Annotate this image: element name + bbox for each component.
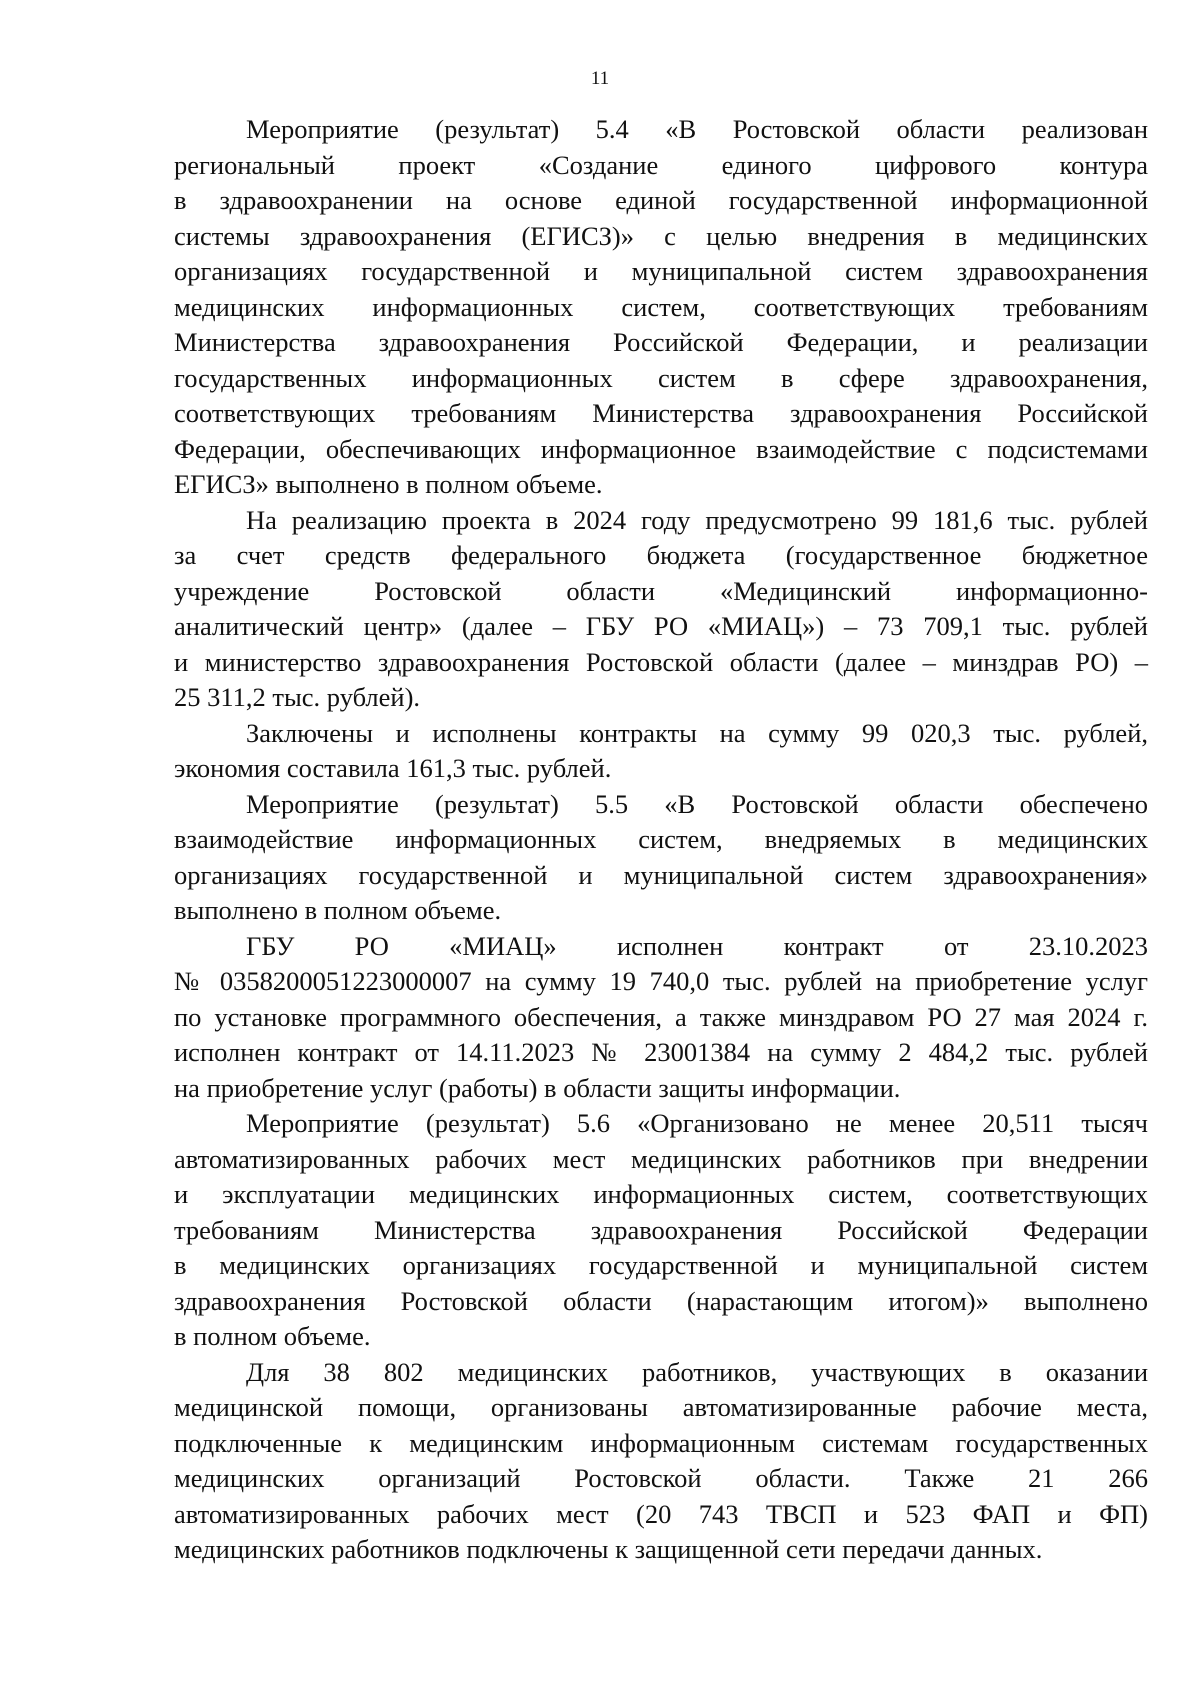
text-line: учреждение Ростовской области «Медицинский информационно- xyxy=(174,575,1148,606)
text-line: экономия составила 161,3 тыс. рублей. xyxy=(174,753,612,783)
paragraph xyxy=(174,1355,1148,1568)
text-line: исполнен контракт от 14.11.2023 № 23001384 на сумму 2 484,2 тыс. рублей xyxy=(174,1037,1148,1067)
text-line: Для 38 802 медицинских работников, участвующих в оказании xyxy=(246,1356,1148,1387)
text-line: системы здравоохранения (ЕГИСЗ)» с целью внедрения в медицинских xyxy=(174,220,1148,251)
paragraph xyxy=(174,503,1148,716)
paragraph xyxy=(174,112,1148,503)
text-line: и министерство здравоохранения Ростовской области (далее – минздрав РО) – xyxy=(174,646,1148,677)
text-line: Министерства здравоохранения Российской Федерации, и реализации xyxy=(174,327,1148,357)
text-line: ГБУ РО «МИАЦ» исполнен контракт от 23.10.2023 xyxy=(246,930,1148,961)
text-line: Федерации, обеспечивающих информационное взаимодействие с подсистемами xyxy=(174,433,1148,464)
paragraph xyxy=(174,716,1148,787)
text-line: автоматизированных рабочих мест медицинских работников при внедрении xyxy=(174,1143,1148,1174)
text-line: аналитический центр» (далее – ГБУ РО «МИАЦ») – 73 709,1 тыс. рублей xyxy=(174,611,1148,641)
text-line: Мероприятие (результат) 5.5 «В Ростовской области обеспечено xyxy=(246,788,1148,819)
text-line: медицинской помощи, организованы автоматизированные рабочие места, xyxy=(174,1392,1148,1422)
text-line: медицинских работников подключены к защищенной сети передачи данных. xyxy=(174,1534,1043,1564)
text-line: в медицинских организациях государственной и муниципальной систем xyxy=(174,1250,1148,1280)
text-line: региональный проект «Создание единого цифрового контура xyxy=(174,149,1148,180)
text-line: Заключены и исполнены контракты на сумму 99 020,3 тыс. рублей, xyxy=(246,717,1148,748)
text-line: взаимодействие информационных систем, внедряемых в медицинских xyxy=(174,824,1148,854)
text-line: организациях государственной и муниципальной систем здравоохранения xyxy=(174,256,1148,286)
text-line: на приобретение услуг (работы) в области защиты информации. xyxy=(174,1072,901,1103)
text-line: автоматизированных рабочих мест (20 743 ТВСП и 523 ФАП и ФП) xyxy=(174,1498,1148,1529)
text-line: На реализацию проекта в 2024 году предусмотрено 99 181,6 тыс. рублей xyxy=(246,504,1148,535)
paragraph xyxy=(174,1106,1148,1355)
text-line: Мероприятие (результат) 5.6 «Организовано не менее 20,511 тысяч xyxy=(246,1108,1148,1138)
text-line: в здравоохранении на основе единой государственной информационной xyxy=(174,185,1148,215)
text-line: медицинских организаций Ростовской области. Также 21 266 xyxy=(174,1463,1148,1493)
text-line: 25 311,2 тыс. рублей). xyxy=(174,682,421,712)
text-line: организациях государственной и муниципальной систем здравоохранения» xyxy=(174,859,1148,890)
text-line: соответствующих требованиям Министерства здравоохранения Российской xyxy=(174,398,1148,428)
text-line: за счет средств федерального бюджета (государственное бюджетное xyxy=(174,540,1148,570)
text-line: медицинских информационных систем, соответствующих требованиям xyxy=(174,291,1148,322)
text-line: государственных информационных систем в сфере здравоохранения, xyxy=(174,362,1148,393)
text-line: по установке программного обеспечения, а также минздравом РО 27 мая 2024 г. xyxy=(174,1001,1148,1032)
paragraph xyxy=(174,787,1148,929)
text-line: ЕГИСЗ» выполнено в полном объеме. xyxy=(174,469,603,499)
page-number: 11 xyxy=(590,68,610,89)
text-line: требованиям Министерства здравоохранения Российской Федерации xyxy=(174,1214,1148,1245)
text-line: подключенные к медицинским информационным системам государственных xyxy=(174,1427,1148,1458)
document-body xyxy=(174,112,1148,1568)
text-line: здравоохранения Ростовской области (нарастающим итогом)» выполнено xyxy=(174,1285,1148,1316)
text-line: Мероприятие (результат) 5.4 «В Ростовской области реализован xyxy=(246,114,1148,144)
text-line: № 0358200051223000007 на сумму 19 740,0 тыс. рублей на приобретение услуг xyxy=(174,966,1148,996)
text-line: в полном объеме. xyxy=(174,1321,371,1351)
text-line: выполнено в полном объеме. xyxy=(174,895,502,925)
paragraph xyxy=(174,929,1148,1107)
text-line: и эксплуатации медицинских информационных систем, соответствующих xyxy=(174,1179,1148,1209)
